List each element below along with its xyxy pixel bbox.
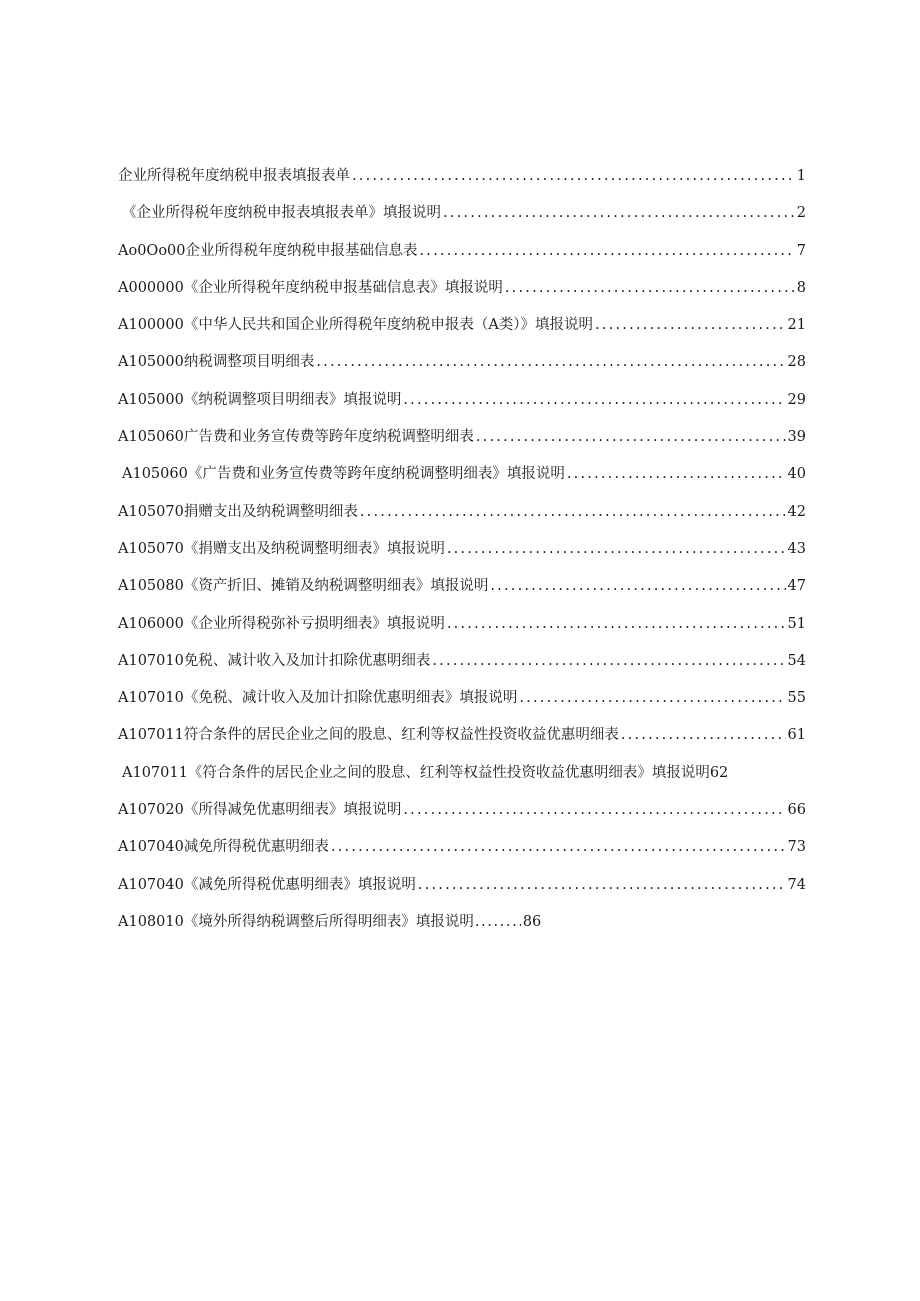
toc-entry-title: A107010免税、减计收入及加计扣除优惠明细表 bbox=[118, 652, 431, 669]
toc-entry-page: 43 bbox=[787, 540, 806, 557]
toc-entry[interactable] bbox=[118, 576, 806, 613]
toc-entry-page: 29 bbox=[787, 391, 806, 408]
toc-entry[interactable] bbox=[118, 651, 806, 688]
toc-entry-title: A105000《纳税调整项目明细表》填报说明 bbox=[118, 391, 402, 408]
toc-entry-page: 1 bbox=[796, 168, 806, 184]
toc-entry-title: A107020《所得减免优惠明细表》填报说明 bbox=[118, 802, 402, 819]
toc-dot-leader bbox=[475, 912, 521, 932]
toc-entry[interactable] bbox=[118, 800, 806, 837]
toc-dot-leader bbox=[595, 315, 786, 335]
toc-entry-title: A107011符合条件的居民企业之间的股息、红利等权益性投资收益优惠明细表 bbox=[118, 727, 619, 744]
toc-entry-page: 39 bbox=[787, 429, 806, 446]
toc-dot-leader bbox=[432, 651, 785, 671]
toc-entry[interactable] bbox=[118, 725, 806, 762]
toc-entry-title: A105000纳税调整项目明细表 bbox=[118, 354, 315, 371]
table-of-contents bbox=[118, 166, 806, 949]
toc-entry[interactable] bbox=[118, 166, 806, 203]
toc-entry-page: 40 bbox=[787, 466, 806, 483]
toc-entry-page: 55 bbox=[787, 690, 806, 707]
toc-entry[interactable] bbox=[118, 837, 806, 874]
toc-entry-page: 62 bbox=[709, 764, 729, 781]
toc-entry-page: 7 bbox=[796, 242, 806, 259]
toc-dot-leader bbox=[331, 837, 786, 857]
toc-entry-page: 61 bbox=[787, 727, 806, 744]
toc-entry-title: Α107011《符合条件的居民企业之间的股息、红利等权益性投资收益优惠明细表》填报说明 bbox=[122, 764, 710, 781]
toc-entry[interactable] bbox=[118, 912, 806, 949]
toc-dot-leader bbox=[360, 502, 786, 522]
toc-entry-page: 66 bbox=[787, 802, 806, 819]
toc-entry-page: 86 bbox=[522, 913, 542, 930]
toc-entry[interactable] bbox=[118, 315, 806, 352]
toc-dot-leader bbox=[476, 427, 786, 447]
toc-entry-title: A105070捐赠支出及纳税调整明细表 bbox=[118, 503, 358, 520]
toc-entry-page: 54 bbox=[787, 652, 806, 669]
toc-entry-title: A000000《企业所得税年度纳税申报基础信息表》填报说明 bbox=[118, 279, 503, 296]
toc-dot-leader bbox=[621, 725, 786, 745]
toc-entry-page: 51 bbox=[787, 615, 806, 632]
toc-dot-leader bbox=[443, 203, 795, 223]
toc-dot-leader bbox=[418, 875, 786, 895]
toc-dot-leader bbox=[316, 352, 785, 372]
toc-entry-page: 42 bbox=[787, 503, 806, 520]
toc-entry-title: A107040《减免所得税优惠明细表》填报说明 bbox=[118, 876, 416, 893]
toc-dot-leader bbox=[420, 241, 795, 261]
toc-entry-page: 74 bbox=[787, 876, 806, 893]
toc-entry[interactable] bbox=[118, 352, 806, 389]
toc-entry-title: Ao0Oo00企业所得税年度纳税申报基础信息表 bbox=[118, 242, 418, 259]
toc-entry[interactable] bbox=[118, 278, 806, 315]
toc-entry-title: A105060《广告费和业务宣传费等跨年度纳税调整明细表》填报说明 bbox=[122, 466, 565, 483]
toc-entry-title: A100000《中华人民共和国企业所得税年度纳税申报表（A类）》填报说明 bbox=[118, 317, 594, 334]
toc-entry-title: 《企业所得税年度纳税申报表填报表单》填报说明 bbox=[122, 205, 441, 222]
toc-entry-page: 28 bbox=[787, 354, 806, 371]
toc-entry[interactable] bbox=[118, 203, 806, 240]
toc-entry[interactable] bbox=[118, 763, 806, 800]
toc-dot-leader bbox=[403, 800, 785, 820]
toc-entry-page: 2 bbox=[796, 205, 806, 222]
toc-dot-leader bbox=[567, 464, 786, 484]
toc-entry[interactable] bbox=[118, 390, 806, 427]
toc-entry-title: A108010《境外所得纳税调整后所得明细表》填报说明 bbox=[118, 913, 474, 930]
toc-entry-title: 企业所得税年度纳税申报表填报表单 bbox=[118, 168, 350, 184]
toc-entry-title: A105080《资产折旧、摊销及纳税调整明细表》填报说明 bbox=[118, 578, 489, 595]
toc-entry[interactable] bbox=[118, 688, 806, 725]
toc-entry-title: A107010《免税、减计收入及加计扣除优惠明细表》填报说明 bbox=[118, 690, 518, 707]
toc-entry-page: 73 bbox=[787, 839, 806, 856]
toc-dot-leader bbox=[519, 688, 785, 708]
toc-dot-leader bbox=[352, 166, 795, 186]
toc-entry[interactable] bbox=[118, 427, 806, 464]
toc-entry[interactable] bbox=[118, 464, 806, 501]
toc-dot-leader bbox=[447, 539, 786, 559]
toc-entry-title: A107040减免所得税优惠明细表 bbox=[118, 839, 329, 856]
toc-entry-page: 47 bbox=[787, 578, 806, 595]
toc-entry-title: A105070《捐赠支出及纳税调整明细表》填报说明 bbox=[118, 540, 445, 557]
toc-dot-leader bbox=[403, 390, 785, 410]
toc-dot-leader bbox=[505, 278, 795, 298]
toc-dot-leader bbox=[447, 614, 786, 634]
toc-entry-title: A105060广告费和业务宣传费等跨年度纳税调整明细表 bbox=[118, 429, 474, 446]
toc-dot-leader bbox=[490, 576, 785, 596]
toc-entry[interactable] bbox=[118, 875, 806, 912]
toc-entry-title: A106000《企业所得税弥补亏损明细表》填报说明 bbox=[118, 615, 445, 632]
toc-entry-page: 8 bbox=[796, 279, 806, 296]
toc-entry[interactable] bbox=[118, 614, 806, 651]
toc-entry[interactable] bbox=[118, 241, 806, 278]
toc-entry[interactable] bbox=[118, 502, 806, 539]
toc-entry-page: 21 bbox=[787, 317, 806, 334]
toc-entry[interactable] bbox=[118, 539, 806, 576]
